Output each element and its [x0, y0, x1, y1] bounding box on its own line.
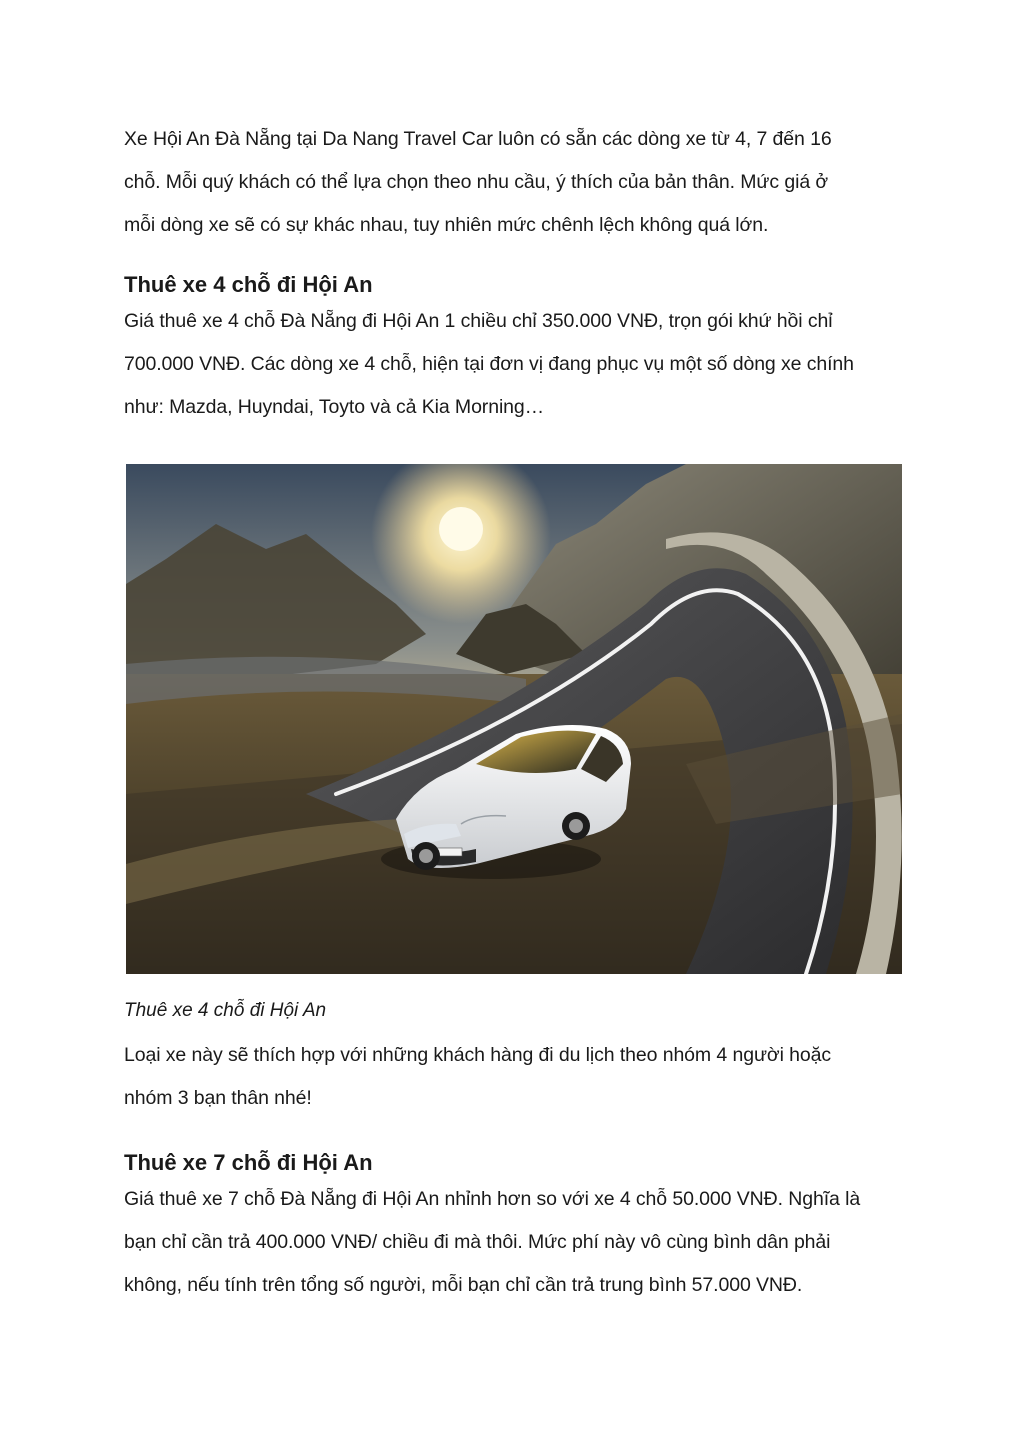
image-caption: Thuê xe 4 chỗ đi Hội An [124, 1000, 327, 1021]
section1-after-line: nhóm 3 bạn thân nhé! [124, 1087, 312, 1109]
section2-line: Giá thuê xe 7 chỗ Đà Nẵng đi Hội An nhỉnh hơn so với xe 4 chỗ 50.000 VNĐ. Nghĩa là [124, 1188, 861, 1210]
intro-paragraph [124, 118, 914, 247]
section2-paragraph [124, 1178, 914, 1307]
section1-after-line: Loại xe này sẽ thích hợp với những khách hàng đi du lịch theo nhóm 4 người hoặc [124, 1044, 832, 1066]
car-photo [126, 464, 902, 974]
section2-line: không, nếu tính trên tổng số người, mỗi bạn chỉ cần trả trung bình 57.000 VNĐ. [124, 1274, 803, 1296]
section1-after-paragraph [124, 1034, 914, 1120]
section1-line: như: Mazda, Huyndai, Toyto và cả Kia Morning… [124, 396, 545, 418]
section1-line: Giá thuê xe 4 chỗ Đà Nẵng đi Hội An 1 chiều chỉ 350.000 VNĐ, trọn gói khứ hồi chỉ [124, 310, 833, 332]
intro-line: mỗi dòng xe sẽ có sự khác nhau, tuy nhiên mức chênh lệch không quá lớn. [124, 214, 769, 236]
section-heading-4-seat: Thuê xe 4 chỗ đi Hội An [124, 272, 373, 297]
intro-line: Xe Hội An Đà Nẵng tại Da Nang Travel Car luôn có sẵn các dòng xe từ 4, 7 đến 16 [124, 128, 832, 150]
car-on-mountain-road-image [126, 464, 902, 974]
intro-line: chỗ. Mỗi quý khách có thể lựa chọn theo nhu cầu, ý thích của bản thân. Mức giá ở [124, 171, 829, 193]
document-page [124, 118, 914, 1307]
section1-paragraph [124, 300, 914, 429]
section1-line: 700.000 VNĐ. Các dòng xe 4 chỗ, hiện tại đơn vị đang phục vụ một số dòng xe chính [124, 353, 854, 375]
section2-line: bạn chỉ cần trả 400.000 VNĐ/ chiều đi mà thôi. Mức phí này vô cùng bình dân phải [124, 1231, 831, 1253]
section-heading-7-seat: Thuê xe 7 chỗ đi Hội An [124, 1150, 373, 1175]
